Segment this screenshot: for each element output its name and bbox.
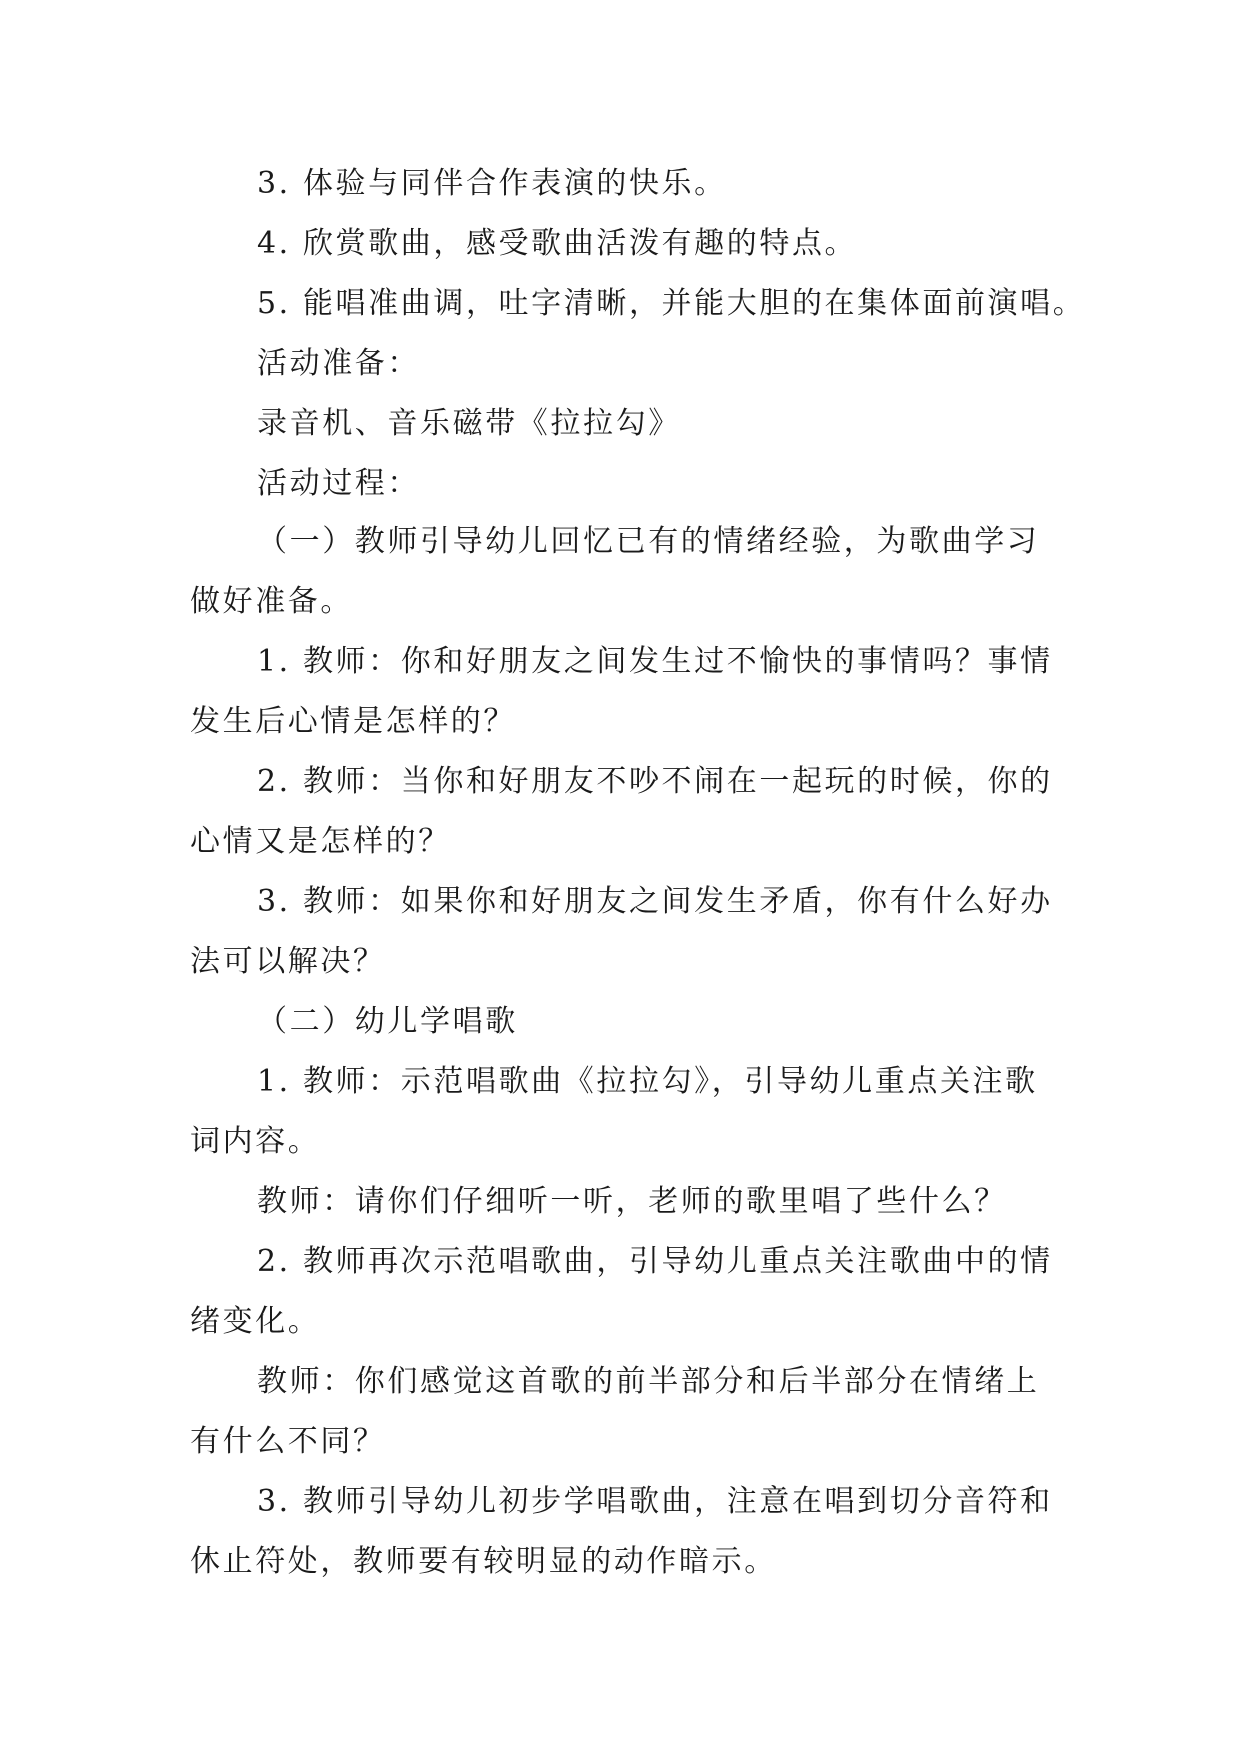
section-1-heading-line-1: （一）教师引导幼儿回忆已有的情绪经验，为歌曲学习 [257,524,1040,559]
step-2-2-line-2: 绪变化。 [190,1304,321,1339]
preparation-materials: 录音机、音乐磁带《拉拉勾》 [257,406,681,441]
teacher-question-2-line-2: 有什么不同？ [190,1424,386,1459]
step-2-1-line-1: 1. 教师：示范唱歌曲《拉拉勾》，引导幼儿重点关注歌 [257,1064,1038,1099]
section-1-heading-line-2: 做好准备。 [190,584,353,619]
step-1-3-line-1: 3. 教师：如果你和好朋友之间发生矛盾，你有什么好办 [257,884,1053,919]
teacher-question-2-line-1: 教师：你们感觉这首歌的前半部分和后半部分在情绪上 [257,1364,1040,1399]
goal-3-line: 3. 体验与同伴合作表演的快乐。 [257,166,727,201]
process-heading: 活动过程： [257,466,420,501]
step-1-1-line-2: 发生后心情是怎样的？ [190,704,516,739]
step-1-2-line-1: 2. 教师：当你和好朋友不吵不闹在一起玩的时候，你的 [257,764,1053,799]
preparation-heading: 活动准备： [257,346,420,381]
step-2-1-line-2: 词内容。 [190,1124,321,1159]
step-1-3-line-2: 法可以解决？ [190,944,386,979]
step-1-1-line-1: 1. 教师：你和好朋友之间发生过不愉快的事情吗？事情 [257,644,1053,679]
section-2-heading: （二）幼儿学唱歌 [257,1004,518,1039]
step-2-3-line-1: 3. 教师引导幼儿初步学唱歌曲，注意在唱到切分音符和 [257,1484,1053,1519]
goal-5-line: 5. 能唱准曲调，吐字清晰，并能大胆的在集体面前演唱。 [257,286,1086,321]
teacher-question-1: 教师：请你们仔细听一听，老师的歌里唱了些什么？ [257,1184,1007,1219]
goal-4-line: 4. 欣赏歌曲，感受歌曲活泼有趣的特点。 [257,226,858,261]
step-2-2-line-1: 2. 教师再次示范唱歌曲，引导幼儿重点关注歌曲中的情 [257,1244,1053,1279]
step-2-3-line-2: 休止符处，教师要有较明显的动作暗示。 [190,1544,777,1579]
step-1-2-line-2: 心情又是怎样的？ [190,824,451,859]
